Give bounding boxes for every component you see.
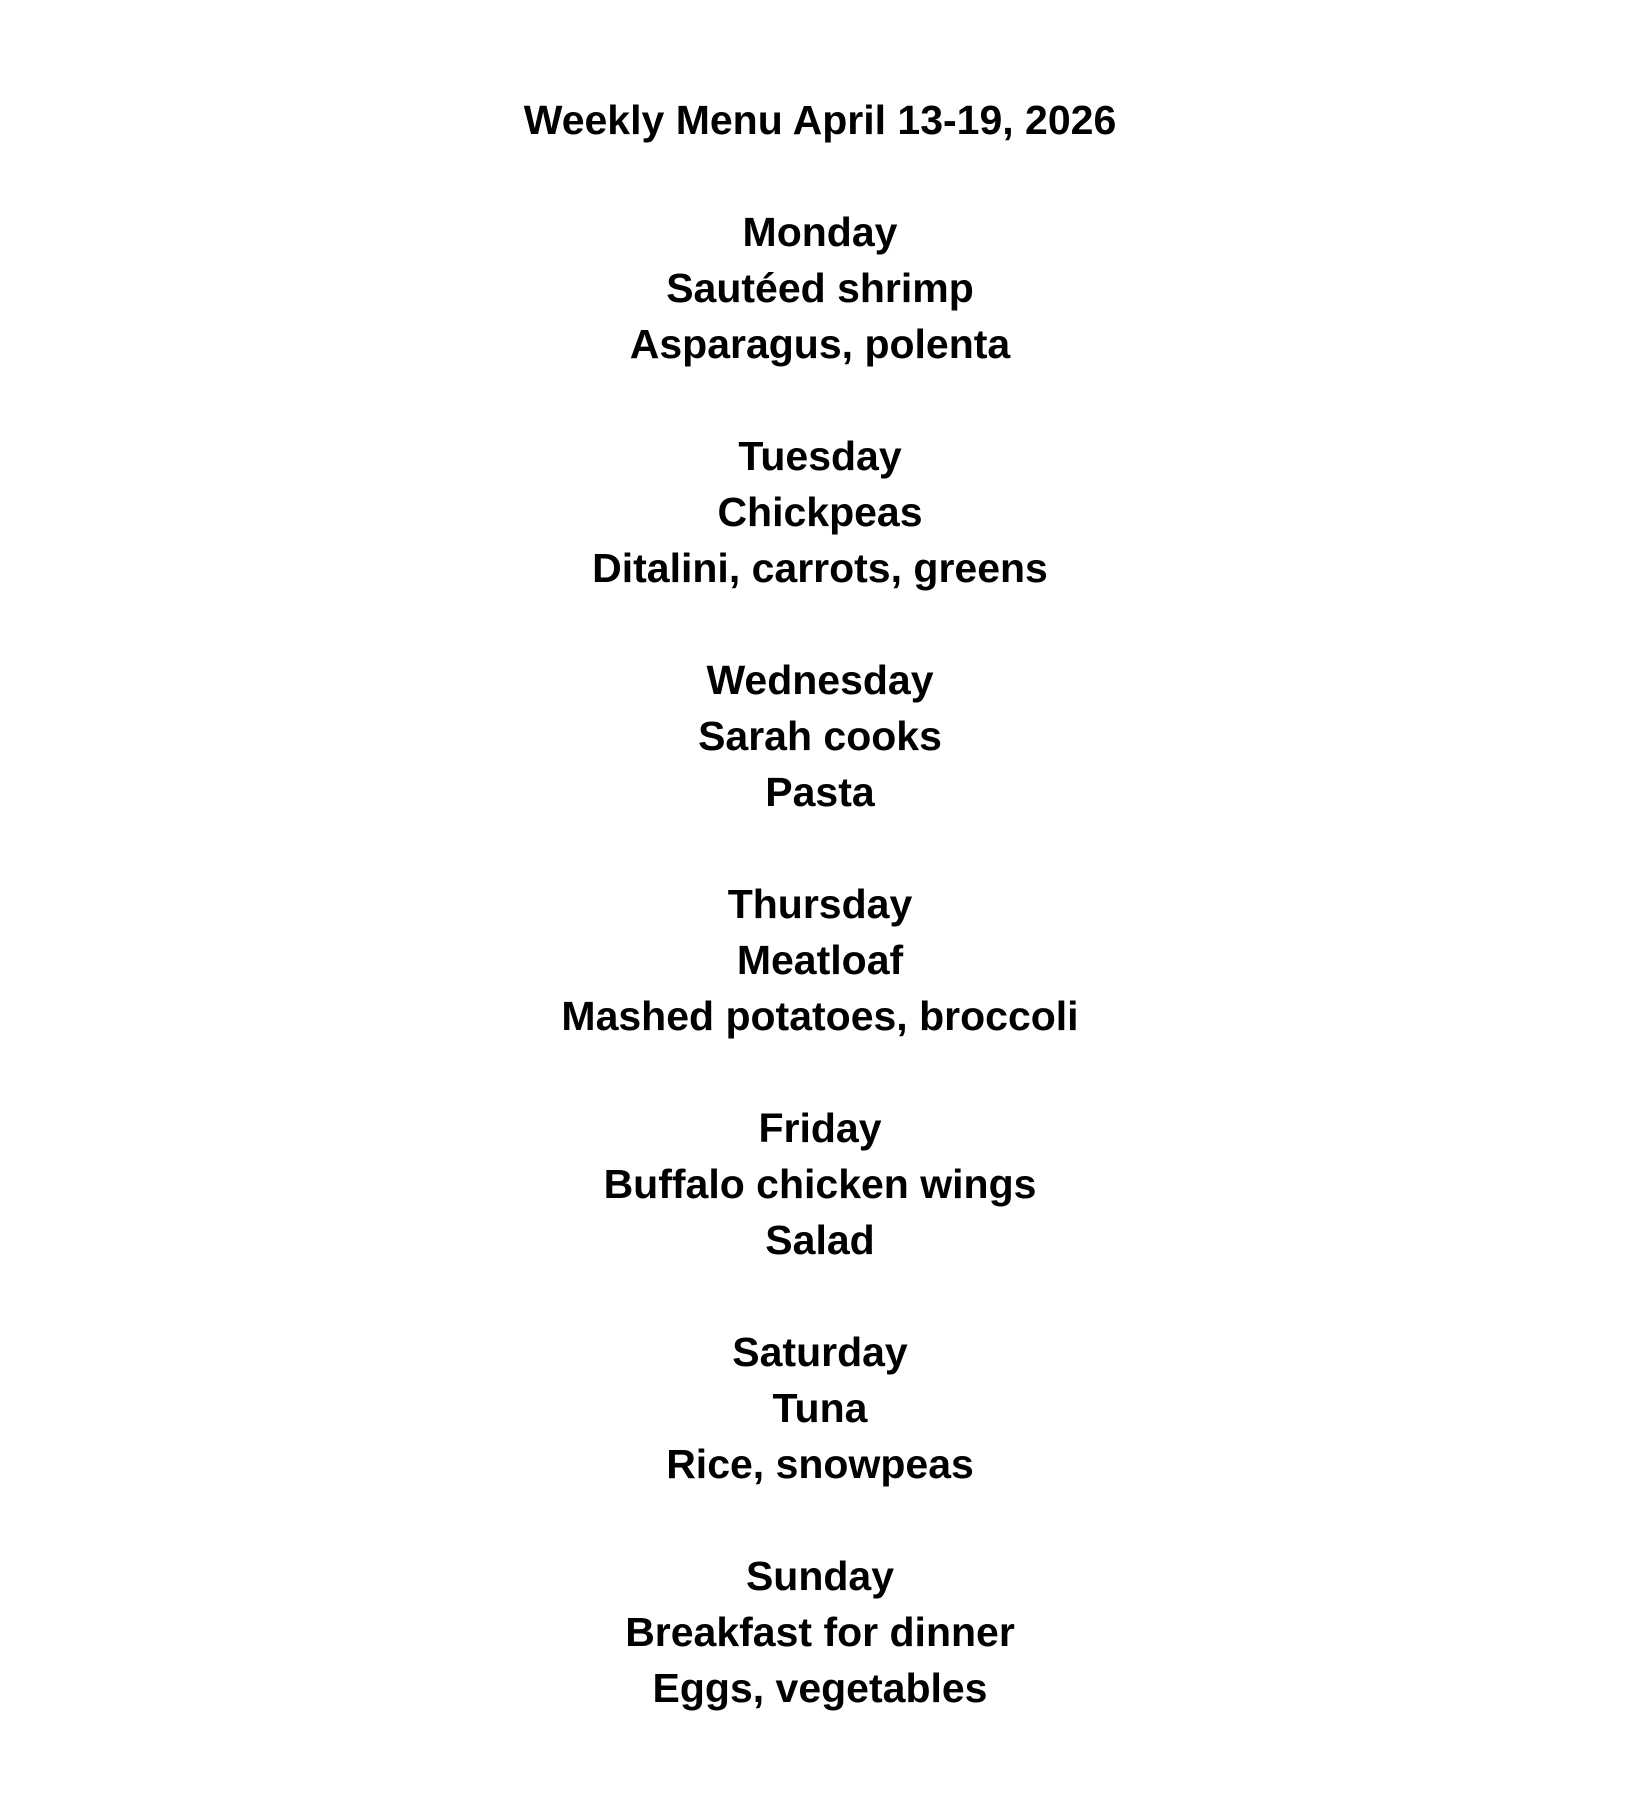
side-dishes: Eggs, vegetables — [652, 1665, 988, 1711]
menu-document — [0, 92, 1640, 1772]
main-dish: Buffalo chicken wings — [603, 1161, 1037, 1207]
day-name: Thursday — [727, 881, 913, 927]
day-block-sunday — [0, 1548, 1640, 1716]
day-name: Wednesday — [706, 657, 934, 703]
day-block-wednesday — [0, 652, 1640, 820]
side-dishes: Pasta — [765, 769, 875, 815]
day-name: Friday — [758, 1105, 882, 1151]
main-dish: Sarah cooks — [698, 713, 942, 759]
day-block-friday — [0, 1100, 1640, 1268]
day-block-monday — [0, 204, 1640, 372]
day-block-tuesday — [0, 428, 1640, 596]
day-name: Monday — [742, 209, 898, 255]
main-dish: Sautéed shrimp — [666, 265, 974, 311]
side-dishes: Salad — [765, 1217, 875, 1263]
day-name: Tuesday — [738, 433, 902, 479]
day-block-thursday — [0, 876, 1640, 1044]
side-dishes: Ditalini, carrots, greens — [592, 545, 1048, 591]
menu-title: Weekly Menu April 13-19, 2026 — [523, 97, 1117, 143]
side-dishes: Asparagus, polenta — [629, 321, 1011, 367]
day-name: Saturday — [732, 1329, 908, 1375]
main-dish: Chickpeas — [717, 489, 923, 535]
day-block-saturday — [0, 1324, 1640, 1492]
main-dish: Tuna — [772, 1385, 868, 1431]
side-dishes: Mashed potatoes, broccoli — [561, 993, 1079, 1039]
day-name: Sunday — [745, 1553, 895, 1599]
main-dish: Breakfast for dinner — [625, 1609, 1015, 1655]
main-dish: Meatloaf — [736, 937, 904, 983]
side-dishes: Rice, snowpeas — [666, 1441, 974, 1487]
